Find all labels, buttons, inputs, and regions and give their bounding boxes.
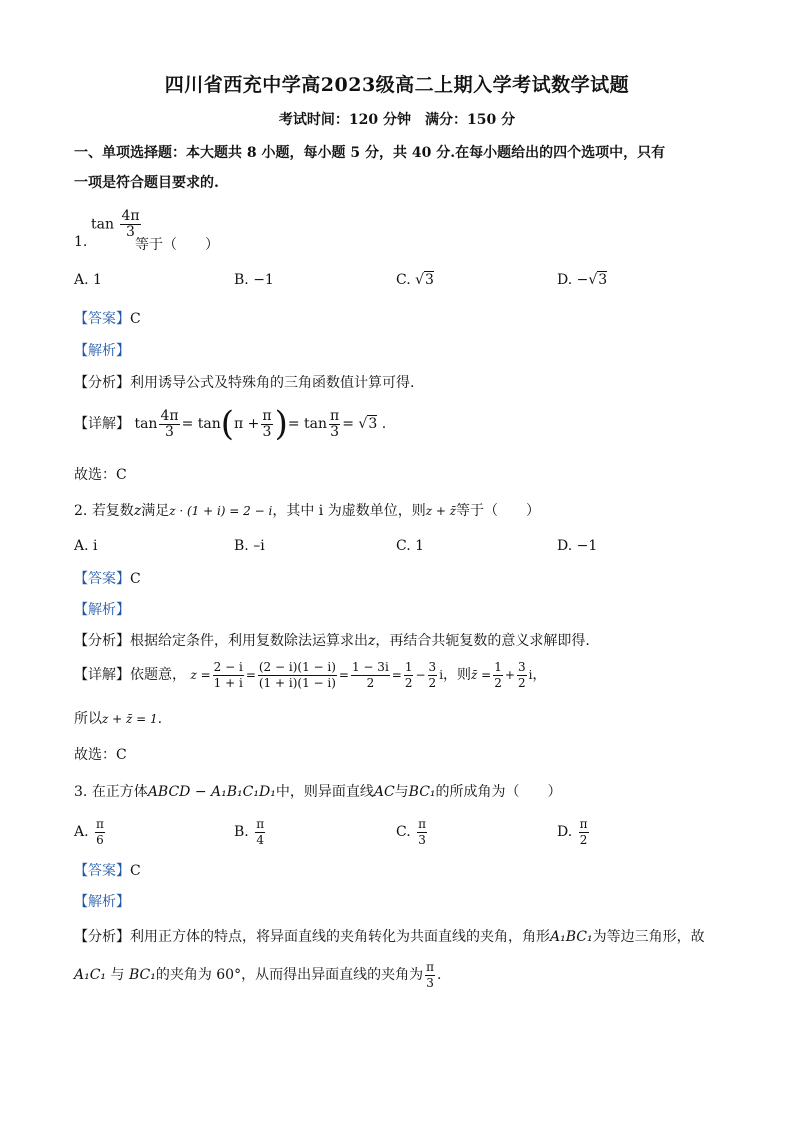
q2-result: 所以z + z̄ = 1. (74, 711, 163, 727)
q3-analysis-label: 【解析】 (74, 894, 130, 910)
q1-option-b: B. −1 (234, 272, 274, 288)
q3-b-num: π (256, 816, 265, 831)
fenxi-label: 【分析】 (74, 929, 130, 945)
fenxi-label: 【分析】 (74, 375, 130, 391)
q3-ac: AC (373, 784, 395, 800)
q1-option-d-radicand: 3 (598, 272, 608, 288)
q2-z-plus-conj: z + z̄ (425, 504, 457, 518)
q3-c-num: π (418, 816, 427, 831)
page-title: 四川省西充中学高2023级高二上期入学考试数学试题 (164, 74, 630, 96)
q3-triangle: A₁BC₁ (550, 929, 593, 945)
q2-detail: 【详解】依题意， z = $\frac{2 - i}{1 + i}$ = $\frac{(2 - i)(1 - i)}{(1 + i)(1 - i)}$ = $\frac{1 - 3i}{2}$ = $\frac{1}{2}$ − $\frac{3}{2}$ i，则z̄ = $\frac{1}{2}$ + $\frac{3}{2}$ i， (74, 660, 547, 690)
q1-option-c-radicand: 3 (425, 272, 434, 288)
q3-fenxi-c: 与 (110, 967, 125, 983)
q3-stem-d: 的所成角为（ ） (435, 784, 562, 800)
section-heading-line1: 一、单项选择题：本大题共 8 小题，每小题 5 分，共 40 分.在每小题给出的四个选项中，只有 (74, 145, 666, 161)
q3-option-d-label: D. (557, 824, 573, 840)
q3-fenxi-d: 的夹角为 60°，从而得出异面直线的夹角为 (155, 967, 424, 983)
q3-fenxi-a: 利用正方体的特点，将异面直线的夹角转化为共面直线的夹角，角形 (130, 929, 550, 945)
q3-option-d (557, 812, 591, 852)
q3-cube: ABCD − A₁B₁C₁D₁ (147, 784, 276, 800)
q2-option-d: D. −1 (557, 538, 598, 554)
q2-choose-value: C (116, 747, 127, 763)
answer-label: 【答案】 (74, 863, 130, 879)
detail-label: 【详解】 (74, 416, 130, 432)
q2-option-a: A. i (74, 538, 98, 554)
answer-label: 【答案】 (74, 311, 130, 327)
q3-stem-a: 在正方体 (91, 784, 148, 800)
q3-fenxi-line1 (74, 926, 705, 946)
q1-option-c-label: C. (396, 272, 411, 288)
q2-option-c: C. 1 (396, 538, 425, 554)
q1-detail-formula: tan $\frac{4\pi}{3}$ = tan(π + $\frac{\pi}{3}$ )= tan $\frac{\pi}{3}$ = √3 . (134, 404, 387, 444)
q1-stem: 等于（ ） (135, 237, 219, 253)
q3-d-den: 2 (579, 832, 588, 847)
detail-label: 【详解】 (74, 667, 130, 683)
q3-b-den: 4 (256, 832, 264, 847)
q3-option-b (234, 812, 267, 852)
q3-a-num: π (96, 816, 104, 831)
q1-fenxi (74, 372, 414, 392)
q3-a-den: 6 (96, 832, 104, 847)
q2-equation: z · (1 + i) = 2 − i (169, 504, 273, 518)
q1-choose-value: C (116, 467, 127, 483)
q2-result-eq: z + z̄ = 1 (102, 712, 158, 726)
q2-stem-b: 满足 (141, 503, 170, 519)
q3-option-b-label: B. (234, 824, 249, 840)
q2-conj-formula: z̄ = $\frac{1}{2}$ + $\frac{3}{2}$ i (471, 660, 533, 690)
exam-info: 考试时间：120 分钟 满分：150 分 (278, 112, 516, 128)
q1-choose (74, 464, 127, 484)
q1-option-c: C. √3 (396, 272, 434, 288)
q2-stem-d: 等于（ ） (456, 503, 541, 519)
q3-fenxi-line2: A₁C₁ 与 BC₁的夹角为 60°，从而得出异面直线的夹角为 $\frac{\pi}{3}$ . (74, 959, 442, 990)
q2-analysis-label: 【解析】 (74, 602, 130, 618)
section-heading-line2: 一项是符合题目要求的. (74, 175, 219, 191)
q3-answer-value: C (130, 863, 141, 879)
q2-stem-a: 若复数 (91, 503, 134, 519)
q1-analysis-label: 【解析】 (74, 343, 130, 359)
q3-stem-c: 与 (394, 784, 409, 800)
q2-detail-a: 依题意， (130, 667, 186, 683)
q2-stem-c: ，其中 i 为虚数单位，则 (272, 503, 426, 519)
q2-detail-b: ，则 (443, 667, 472, 683)
q3-bc1: BC₁ (408, 784, 436, 800)
q3-option-a (74, 812, 107, 852)
q2-fenxi-b: ，再结合共轭复数的意义求解即得. (375, 633, 590, 649)
q2-fenxi-z: z (368, 633, 376, 649)
q1-answer (74, 308, 141, 328)
q1-option-d: D. −√3 (557, 272, 608, 288)
q2-fenxi-a: 根据给定条件，利用复数除法运算求出 (130, 633, 368, 649)
q3-fenxi-b: 为等边三角形，故 (592, 929, 705, 945)
q3-stem (74, 781, 562, 801)
fenxi-label: 【分析】 (74, 633, 130, 649)
answer-label: 【答案】 (74, 571, 130, 587)
q1-option-d-label: D. − (557, 272, 589, 288)
choose-label: 故选： (74, 747, 116, 763)
q1-tan: tan (91, 216, 114, 233)
q3-fenxi-bc1: BC₁ (128, 967, 156, 983)
q2-stem (74, 500, 540, 520)
q3-answer (74, 860, 141, 880)
q2-answer-value: C (130, 571, 141, 587)
q3-a1c1: A₁C₁ (74, 967, 107, 983)
q2-number: 2. (74, 503, 88, 519)
q2-fenxi (74, 630, 590, 650)
q1-detail (74, 404, 386, 444)
q3-d-num: π (579, 816, 588, 831)
suoyi-label: 所以 (74, 711, 102, 727)
q1-fenxi-text: 利用诱导公式及特殊角的三角函数值计算可得. (130, 375, 415, 391)
q2-option-b: B. –i (234, 538, 265, 554)
q1-number: 1. (74, 234, 88, 250)
q1-answer-value: C (130, 311, 141, 327)
q3-option-c-label: C. (396, 824, 411, 840)
q2-detail-formula: z = $\frac{2 - i}{1 + i}$ = $\frac{(2 - i)(1 - i)}{(1 + i)(1 - i)}$ = $\frac{1 - 3i}{2}$ = $\frac{1}{2}$ − $\frac{3}{2}$ i (190, 660, 444, 690)
q3-stem-b: 中，则异面直线 (275, 784, 374, 800)
q3-option-a-label: A. (74, 824, 89, 840)
q2-var-z: z (133, 503, 142, 519)
q1-frac-num: 4π (121, 208, 140, 224)
q3-number: 3. (74, 784, 88, 800)
q2-choose (74, 744, 127, 764)
q1-option-a: A. 1 (74, 272, 102, 288)
choose-label: 故选： (74, 467, 116, 483)
q3-option-c (396, 812, 429, 852)
q2-answer (74, 568, 141, 588)
q1-frac-den: 3 (126, 224, 135, 240)
q3-c-den: 3 (418, 832, 426, 847)
